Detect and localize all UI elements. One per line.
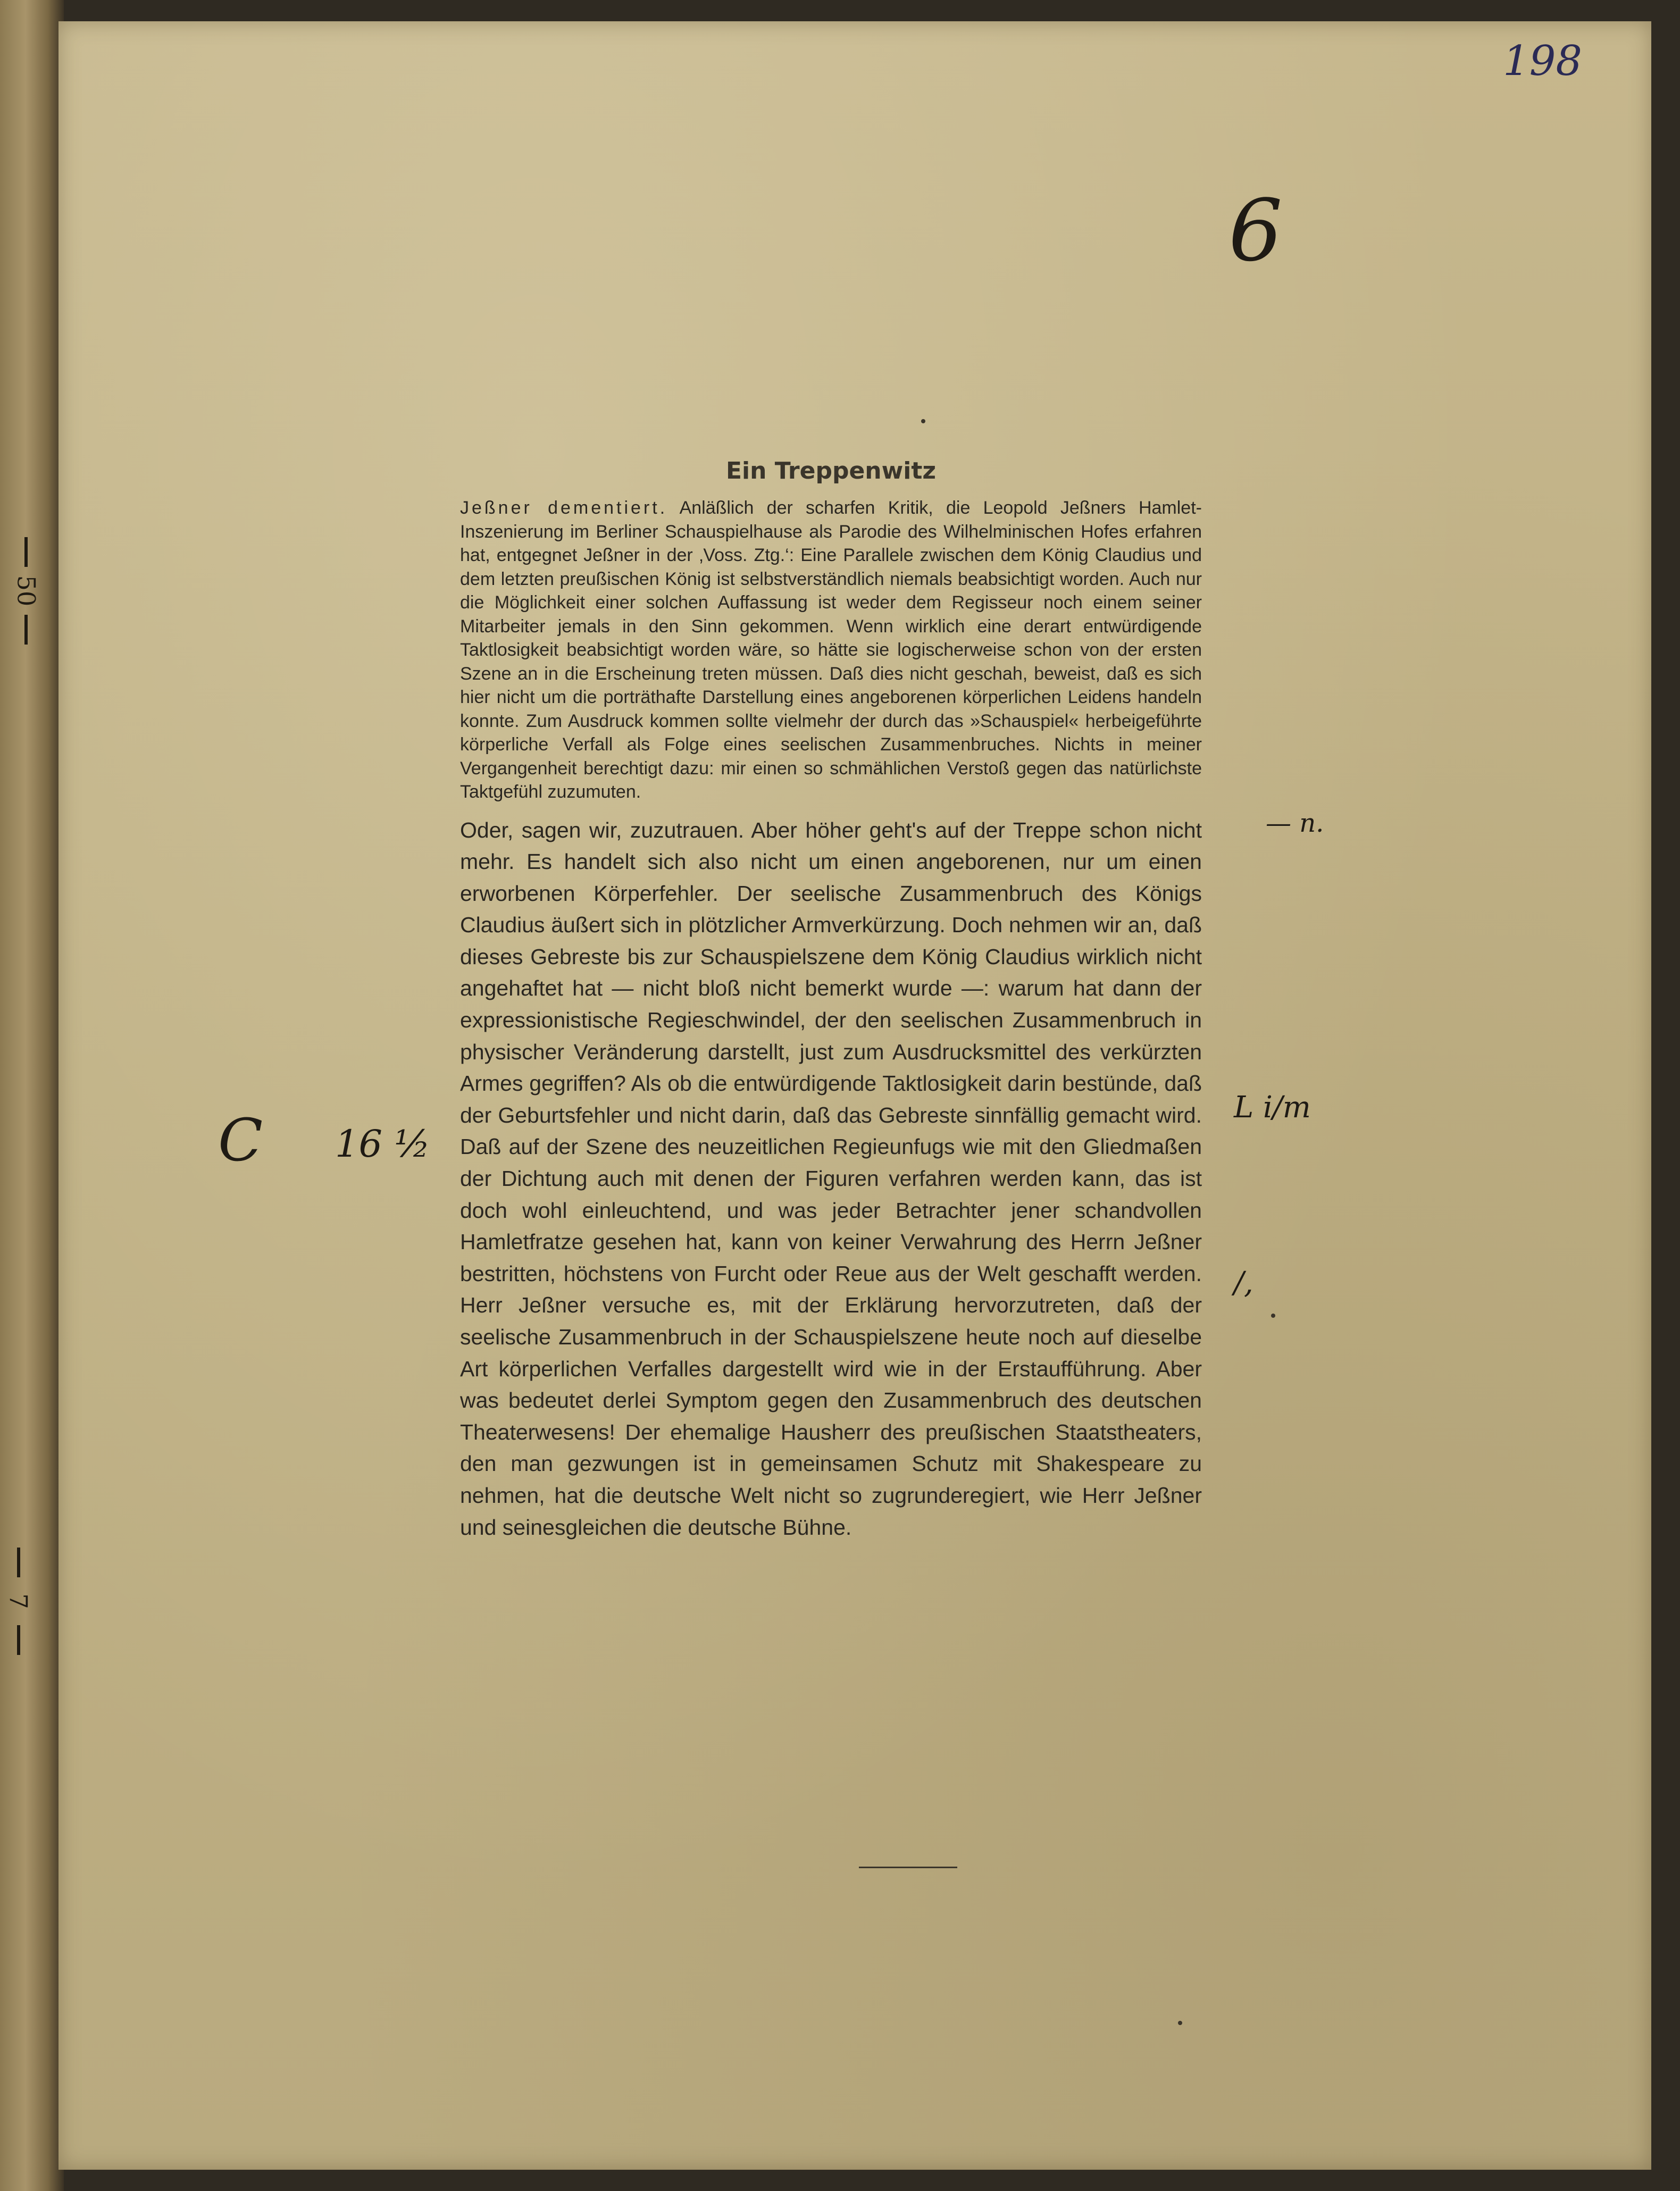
ink-dot	[1271, 1314, 1275, 1318]
ink-dot	[921, 419, 925, 423]
article	[460, 457, 1202, 1543]
margin-folio-upper: 50	[11, 537, 42, 645]
notice-lead: Jeßner dementiert.	[460, 498, 668, 518]
notice-text: Anläßlich der scharfen Kritik, die Leopold Jeßners Hamlet-Inszenierung im Berliner Schauspielhause als Parodie des Wilhelminischen Hofes erfahren hat, entgegnet Jeßner in der ‚Voss. Ztg.‘: Eine Parallele zwischen dem König Claudius und dem letzten preußischen König ist selbstverständlich niemals beabsichtigt worden. Auch nur die Möglichkeit einer solchen Auffassung ist weder dem Regisseur noch einem seiner Mitarbeiter jemals in den Sinn gekommen. Wenn wirklich eine derart entwürdigende Taktlosigkeit beabsichtigt worden wäre, so hätte sie logischerweise schon von der ersten Szene an in die Erscheinung treten müssen. Daß dies nicht geschah, beweist, daß es sich hier nicht um die porträthafte Darstellung eines angeborenen körperlichen Leidens handeln konnte. Zum Ausdruck kommen sollte vielmehr der durch das »Schauspiel« herbeigeführte körperliche Verfall als Folge eines seelischen Zusammenbruches. Nichts in meiner Vergangenheit berechtigt dazu: mir einen so schmählichen Verstoß gegen das natürlichste Taktgefühl zuzumuten.	[460, 498, 1202, 802]
handwritten-mark-right-b: L i/m	[1234, 1090, 1311, 1125]
margin-folio-lower: 7	[11, 1548, 26, 1655]
handwritten-mark-left-b: 16 ½	[335, 1122, 431, 1166]
handwritten-mark-right-a: — n.	[1266, 808, 1324, 838]
handwritten-mark-left-a: C	[218, 1106, 263, 1174]
book-spine	[0, 0, 64, 2191]
ink-dot	[1178, 2021, 1182, 2025]
handwritten-mark-right-c: /,	[1234, 1266, 1253, 1300]
handwritten-mark-top: 6	[1228, 181, 1283, 280]
page-number: 198	[1503, 37, 1582, 85]
quoted-notice	[460, 496, 1202, 804]
article-body: Oder, sagen wir, zuzutrauen. Aber höher geht's auf der Treppe schon nicht mehr. Es handelt sich also nicht um einen angeborenen, nur um einen erworbenen Körperfehler. Der seelische Zusammenbruch des Königs Claudius äußert sich in plötzlicher Armverkürzung. Doch nehmen wir an, daß dieses Gebreste bis zur Schauspielszene dem König Claudius wirklich nicht angehaftet hat — nicht bloß nicht bemerkt wurde —: warum hat dann der expressionistische Regieschwindel, der den seelischen Zusammenbruch in physischer Veränderung darstellt, just zum Ausdrucksmittel des verkürzten Armes gegriffen? Als ob die entwürdigende Taktlosigkeit darin bestünde, daß der Geburtsfehler und nicht darin, daß das Gebreste sinnfällig gemacht wird. Daß auf der Szene des neuzeitlichen Regieunfugs wie mit den Gliedmaßen der Dichtung auch mit denen der Figuren verfahren werden kann, das ist doch wohl einleuchtend, und was jeder Betrachter jener schandvollen Hamletfratze gesehen hat, kann von keiner Verwahrung des Herrn Jeßner bestritten, höchstens von Furcht oder Reue aus der Welt geschafft werden. Herr Jeßner versuche es, mit der Erklärung hervorzutreten, daß der seelische Zusammenbruch in der Schauspielszene heute noch auf dieselbe Art körperlichen Verfalles dargestellt wird wie in der Erstaufführung. Aber was bedeutet derlei Symptom gegen den Zusammenbruch des deutschen Theaterwesens! Der ehemalige Hausherr des preußischen Staatstheaters, den man gezwungen ist in gemeinsamen Schutz mit Shakespeare zu nehmen, hat die deutsche Welt nicht so zugrunderegiert, wie Herr Jeßner und seinesgleichen die deutsche Bühne.	[460, 817, 1202, 1540]
end-rule	[859, 1867, 957, 1868]
article-title: Ein Treppenwitz	[725, 457, 937, 484]
